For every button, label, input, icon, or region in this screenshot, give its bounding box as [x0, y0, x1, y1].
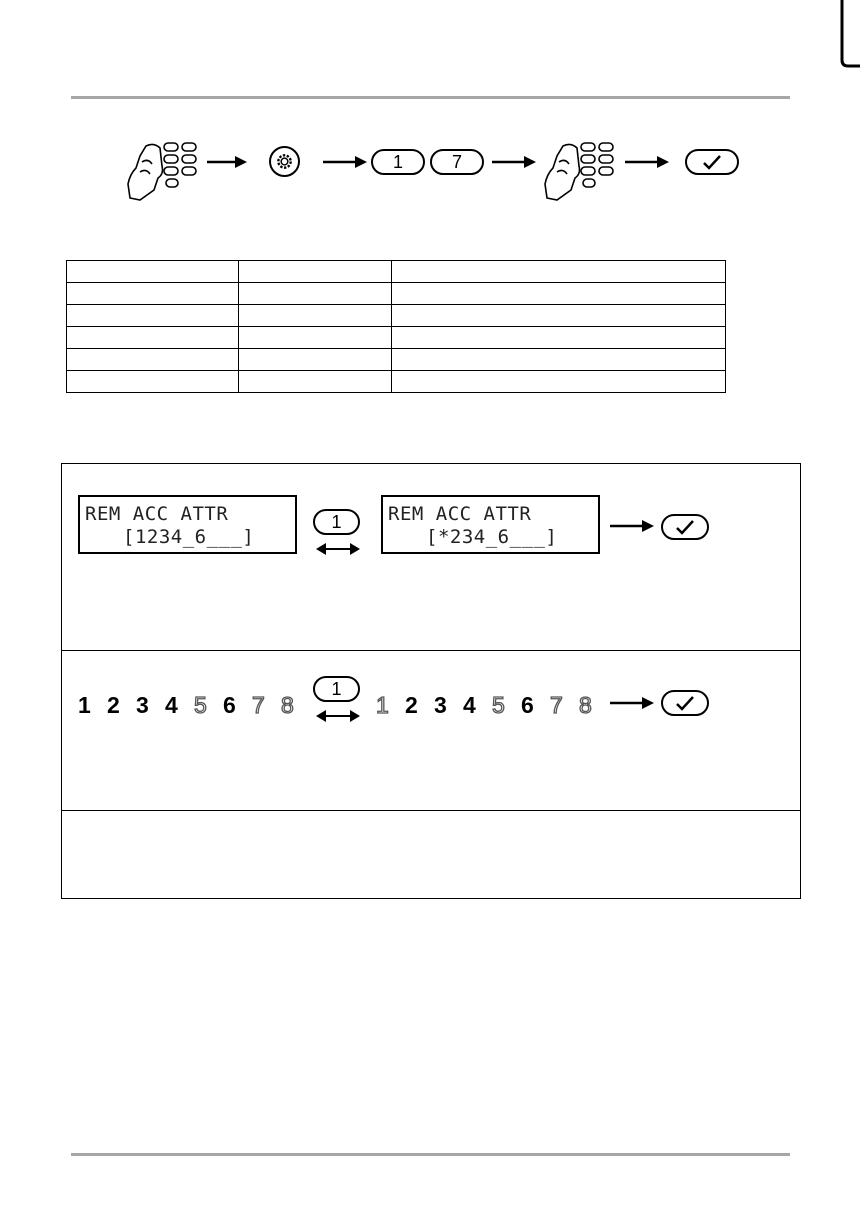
empty-step: [62, 810, 800, 898]
checkmark-icon: [675, 519, 695, 535]
attribute-digit: 3: [434, 692, 447, 718]
digit-example-step: [62, 650, 800, 811]
table-row: [67, 305, 726, 327]
gear-icon: [275, 152, 294, 171]
parameter-table: [66, 260, 726, 393]
arrow-right-icon: [323, 155, 367, 169]
double-arrow-icon: [316, 709, 360, 723]
arrow-right-icon: [492, 155, 536, 169]
arrow-right-icon: [610, 696, 654, 710]
attribute-digit: 2: [107, 692, 120, 718]
attribute-digit: 6: [223, 692, 236, 718]
example-steps-box: [61, 463, 801, 899]
attribute-digit: 1: [78, 692, 91, 718]
table-row: [67, 261, 726, 283]
attribute-digit: 3: [136, 692, 149, 718]
attribute-digit: 8: [579, 692, 592, 718]
key-1-button[interactable]: 1: [313, 509, 360, 535]
lcd-title: REM ACC ATTR: [85, 503, 229, 525]
keypad-hand-icon: [126, 138, 202, 202]
key-1-button[interactable]: 1: [371, 149, 425, 175]
attribute-digit: 2: [405, 692, 418, 718]
arrow-right-icon: [625, 155, 669, 169]
key-sequence: [0, 0, 862, 220]
lcd-title: REM ACC ATTR: [388, 503, 532, 525]
attribute-digit: 7: [550, 692, 563, 718]
attribute-digit: 7: [252, 692, 265, 718]
key-1-button[interactable]: 1: [313, 676, 360, 702]
double-arrow-icon: [316, 542, 360, 556]
confirm-button[interactable]: [661, 690, 709, 716]
attribute-digits-before: [78, 692, 310, 719]
lcd-display-before: [78, 495, 297, 554]
attribute-digit: 1: [376, 692, 389, 718]
attribute-digit: 5: [492, 692, 505, 718]
table-row: [67, 349, 726, 371]
lcd-value: [1234_6___]: [123, 526, 255, 548]
table-row: [67, 327, 726, 349]
lcd-example-step: [62, 464, 800, 651]
attribute-digit: 5: [194, 692, 207, 718]
confirm-button[interactable]: [661, 514, 709, 540]
arrow-right-icon: [610, 519, 654, 533]
keypad-hand-icon: [543, 138, 619, 202]
attribute-digits-after: [376, 692, 608, 719]
checkmark-icon: [675, 695, 695, 711]
table-row: [67, 283, 726, 305]
settings-button[interactable]: [269, 146, 300, 177]
attribute-digit: 4: [463, 692, 476, 718]
table-row: [67, 371, 726, 393]
attribute-digit: 4: [165, 692, 178, 718]
arrow-right-icon: [207, 155, 247, 169]
lcd-value: [*234_6___]: [426, 526, 558, 548]
key-7-button[interactable]: 7: [430, 149, 484, 175]
attribute-digit: 8: [281, 692, 294, 718]
attribute-digit: 6: [521, 692, 534, 718]
checkmark-icon: [702, 154, 722, 170]
confirm-button[interactable]: [685, 149, 739, 175]
lcd-display-after: [381, 495, 600, 554]
footer-rule: [71, 1153, 790, 1156]
